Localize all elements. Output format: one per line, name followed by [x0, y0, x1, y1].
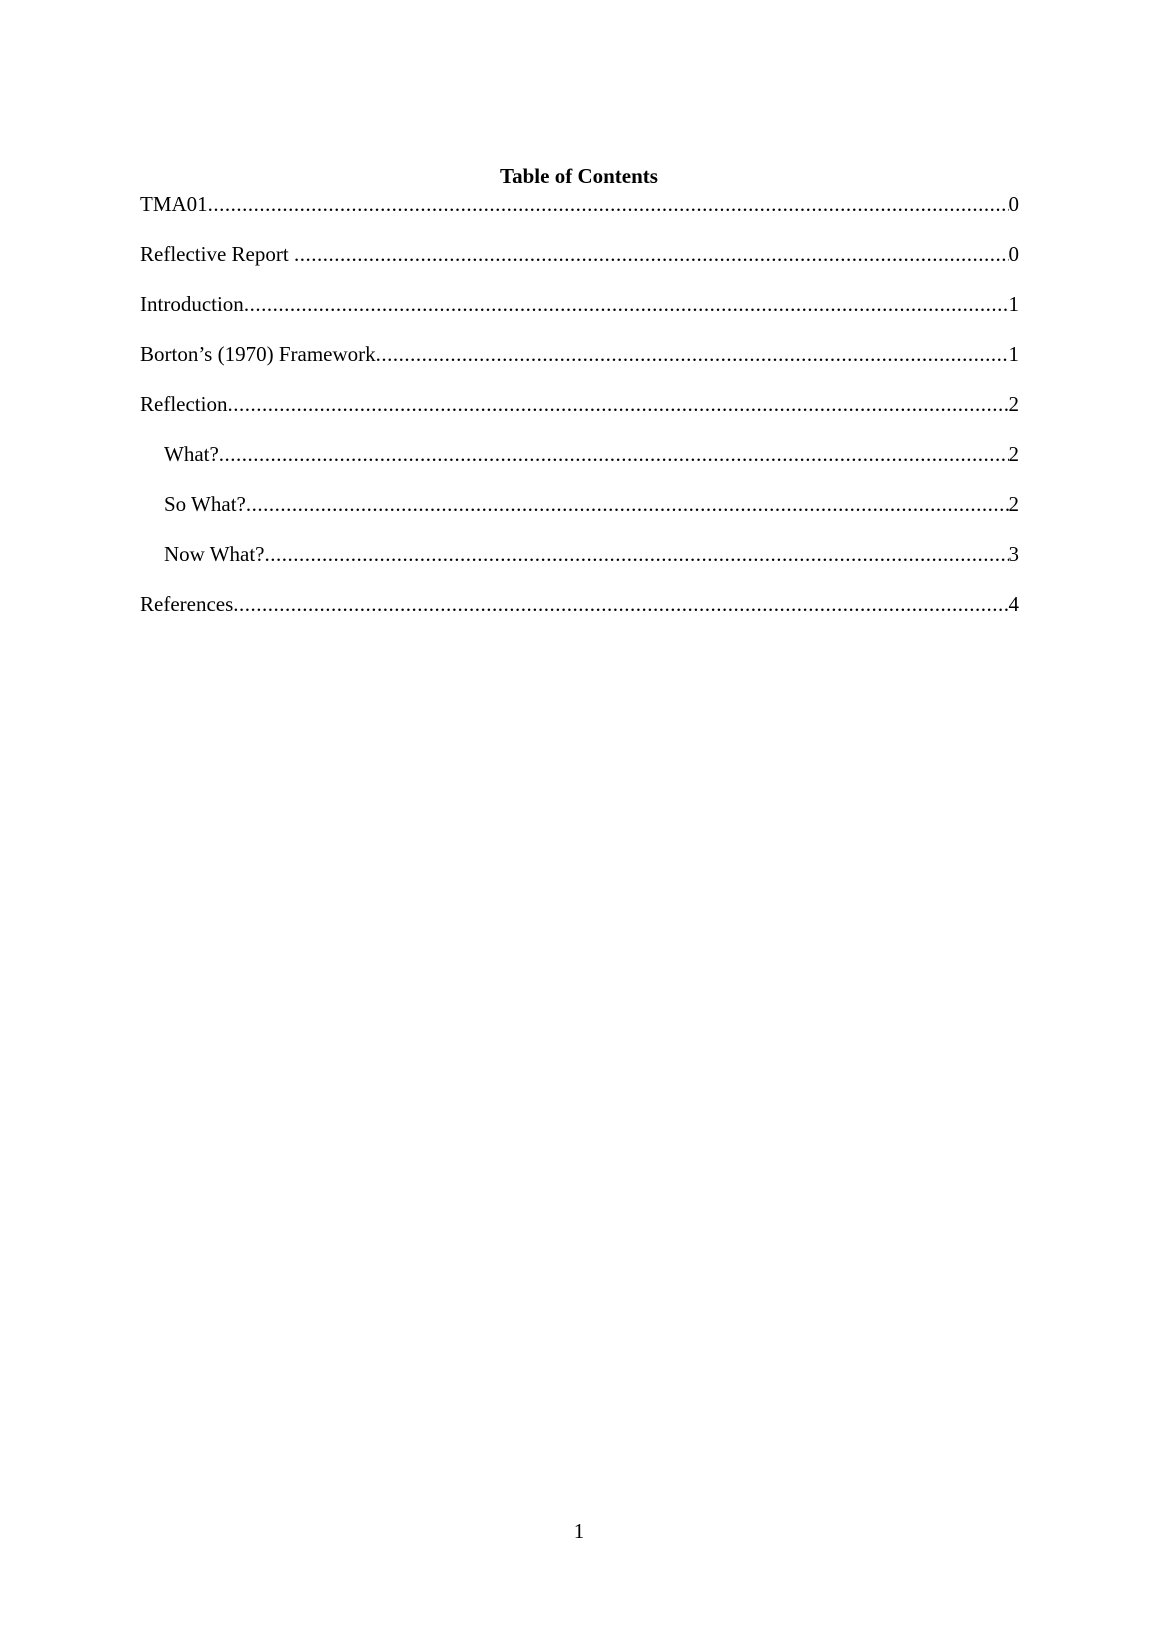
toc-entry-page: 2	[1008, 392, 1019, 416]
toc-entry-label: Now What?	[164, 542, 265, 566]
toc-entry-bortons-framework[interactable]	[140, 342, 1019, 392]
toc-entry-introduction[interactable]	[140, 292, 1019, 342]
page-number: 1	[573, 1519, 585, 1543]
toc-dot-leader	[219, 442, 1009, 466]
toc-dot-leader	[376, 342, 1009, 366]
toc-title: Table of Contents	[500, 164, 658, 188]
toc-entry-label: TMA01	[140, 192, 208, 216]
toc-dot-leader	[244, 292, 1009, 316]
toc-entry-page: 0	[1008, 192, 1019, 216]
toc-entry-page: 1	[1008, 342, 1019, 366]
toc-dot-leader	[265, 542, 1009, 566]
toc-entry-label: So What?	[164, 492, 246, 516]
toc-entry-tma01[interactable]	[140, 192, 1019, 242]
toc-entry-reflection[interactable]	[140, 392, 1019, 442]
toc-entry-label: What?	[164, 442, 219, 466]
toc-dot-leader	[294, 242, 1009, 266]
toc-entry-page: 3	[1008, 542, 1019, 566]
toc-entry-now-what[interactable]	[140, 542, 1019, 592]
toc-entry-label: References	[140, 592, 234, 616]
toc-entry-reflective-report[interactable]	[140, 242, 1019, 292]
toc-dot-leader	[246, 492, 1009, 516]
toc-entry-label: Introduction	[140, 292, 244, 316]
toc-entry-page: 0	[1008, 242, 1019, 266]
toc-dot-leader	[227, 392, 1008, 416]
toc-entry-page: 2	[1008, 492, 1019, 516]
toc-entry-page: 2	[1008, 442, 1019, 466]
toc-entry-what[interactable]	[140, 442, 1019, 492]
toc-entry-references[interactable]	[140, 592, 1019, 642]
toc-entry-page: 1	[1008, 292, 1019, 316]
toc-entry-label: Reflection	[140, 392, 228, 416]
toc-entry-label: Borton’s (1970) Framework	[140, 342, 376, 366]
toc-entry-label: Reflective Report	[140, 242, 294, 266]
toc-dot-leader	[208, 192, 1009, 216]
toc-dot-leader	[233, 592, 1008, 616]
toc-entry-so-what[interactable]	[140, 492, 1019, 542]
toc-list	[140, 192, 1019, 642]
toc-entry-page: 4	[1008, 592, 1019, 616]
